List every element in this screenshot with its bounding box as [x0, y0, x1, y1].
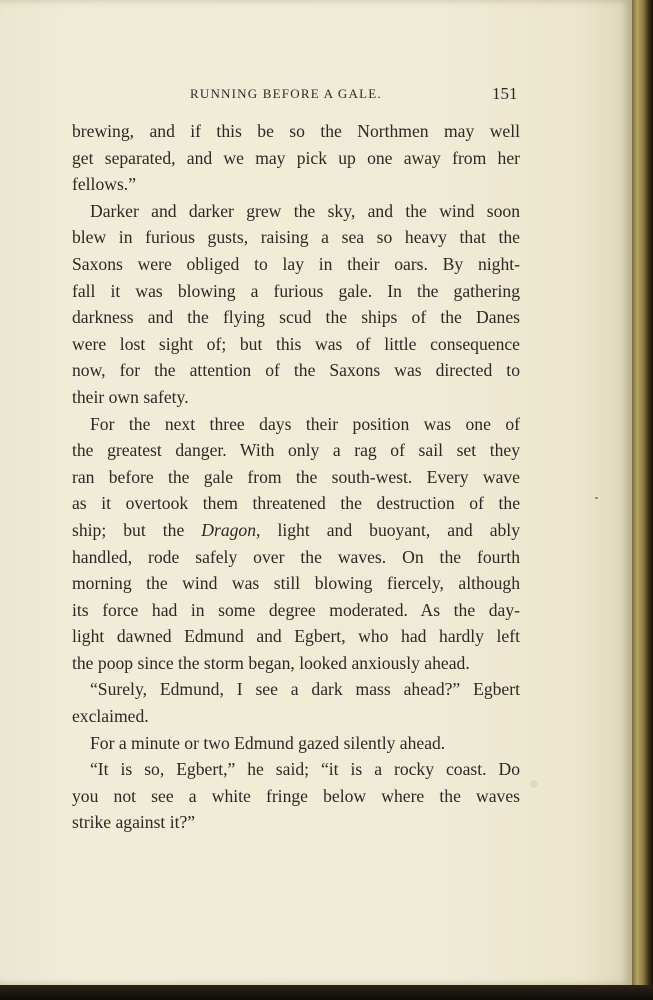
text-line: the poop since the storm began, looked anxiously ahead.	[72, 652, 470, 673]
running-title: RUNNING BEFORE A GALE.	[190, 86, 382, 101]
paragraph-2	[72, 198, 520, 411]
text-fragment: ship; but the	[72, 519, 202, 540]
text-line: as it overtook them threatened the destruction of the	[72, 493, 520, 514]
text-line: brewing, and if this be so the Northmen may well	[72, 121, 520, 141]
ship-name-italic: Dragon,	[201, 519, 261, 540]
paper-stain	[530, 780, 538, 788]
page-bottom-shadow	[0, 985, 653, 1000]
text-line: get separated, and we may pick up one away from her	[72, 147, 520, 168]
text-line: “Surely, Edmund, I see a dark mass ahead?” Egbert	[90, 679, 520, 700]
text-line: For the next three days their position was one of	[90, 413, 520, 434]
text-line: the greatest danger. With only a rag of sail set they	[72, 440, 520, 461]
page-body	[72, 118, 520, 836]
text-line: now, for the attention of the Saxons was directed to	[72, 360, 520, 381]
text-line: handled, rode safely over the waves. On the fourth	[72, 546, 520, 567]
paragraph-4	[72, 676, 520, 729]
text-line: you not see a white fringe below where the waves	[72, 785, 520, 806]
text-line: darkness and the flying scud the ships of the Danes	[72, 307, 520, 328]
text-line: Darker and darker grew the sky, and the wind soon	[90, 200, 520, 221]
text-line: fellows.”	[72, 174, 137, 195]
text-line: exclaimed.	[72, 706, 149, 727]
paper-speck	[595, 497, 598, 499]
book-spine-edge	[632, 0, 653, 1000]
text-line: were lost sight of; but this was of little consequence	[72, 333, 520, 354]
text-line: blew in furious gusts, raising a sea so heavy that the	[72, 227, 520, 248]
text-line: morning the wind was still blowing fiercely, although	[72, 573, 520, 594]
text-line: their own safety.	[72, 386, 189, 407]
page-number: 151	[492, 84, 518, 103]
text-line: its force had in some degree moderated. As the day-	[72, 599, 520, 620]
text-line-with-italic	[72, 517, 520, 544]
paragraph-5	[72, 730, 520, 757]
text-line: light dawned Edmund and Egbert, who had hardly left	[72, 626, 520, 647]
paragraph-1	[72, 118, 520, 198]
text-line: ran before the gale from the south-west. Every wave	[72, 466, 520, 487]
text-line: For a minute or two Edmund gazed silently ahead.	[90, 732, 446, 753]
text-line: “It is so, Egbert,” he said; “it is a rocky coast. Do	[90, 759, 520, 780]
text-line: strike against it?”	[72, 812, 196, 833]
paragraph-6	[72, 756, 520, 836]
text-line: fall it was blowing a furious gale. In the gathering	[72, 280, 520, 301]
paragraph-3	[72, 411, 520, 677]
text-fragment: light and buoyant, and ably	[260, 519, 520, 540]
text-line: Saxons were obliged to lay in their oars. By night-	[72, 253, 520, 274]
